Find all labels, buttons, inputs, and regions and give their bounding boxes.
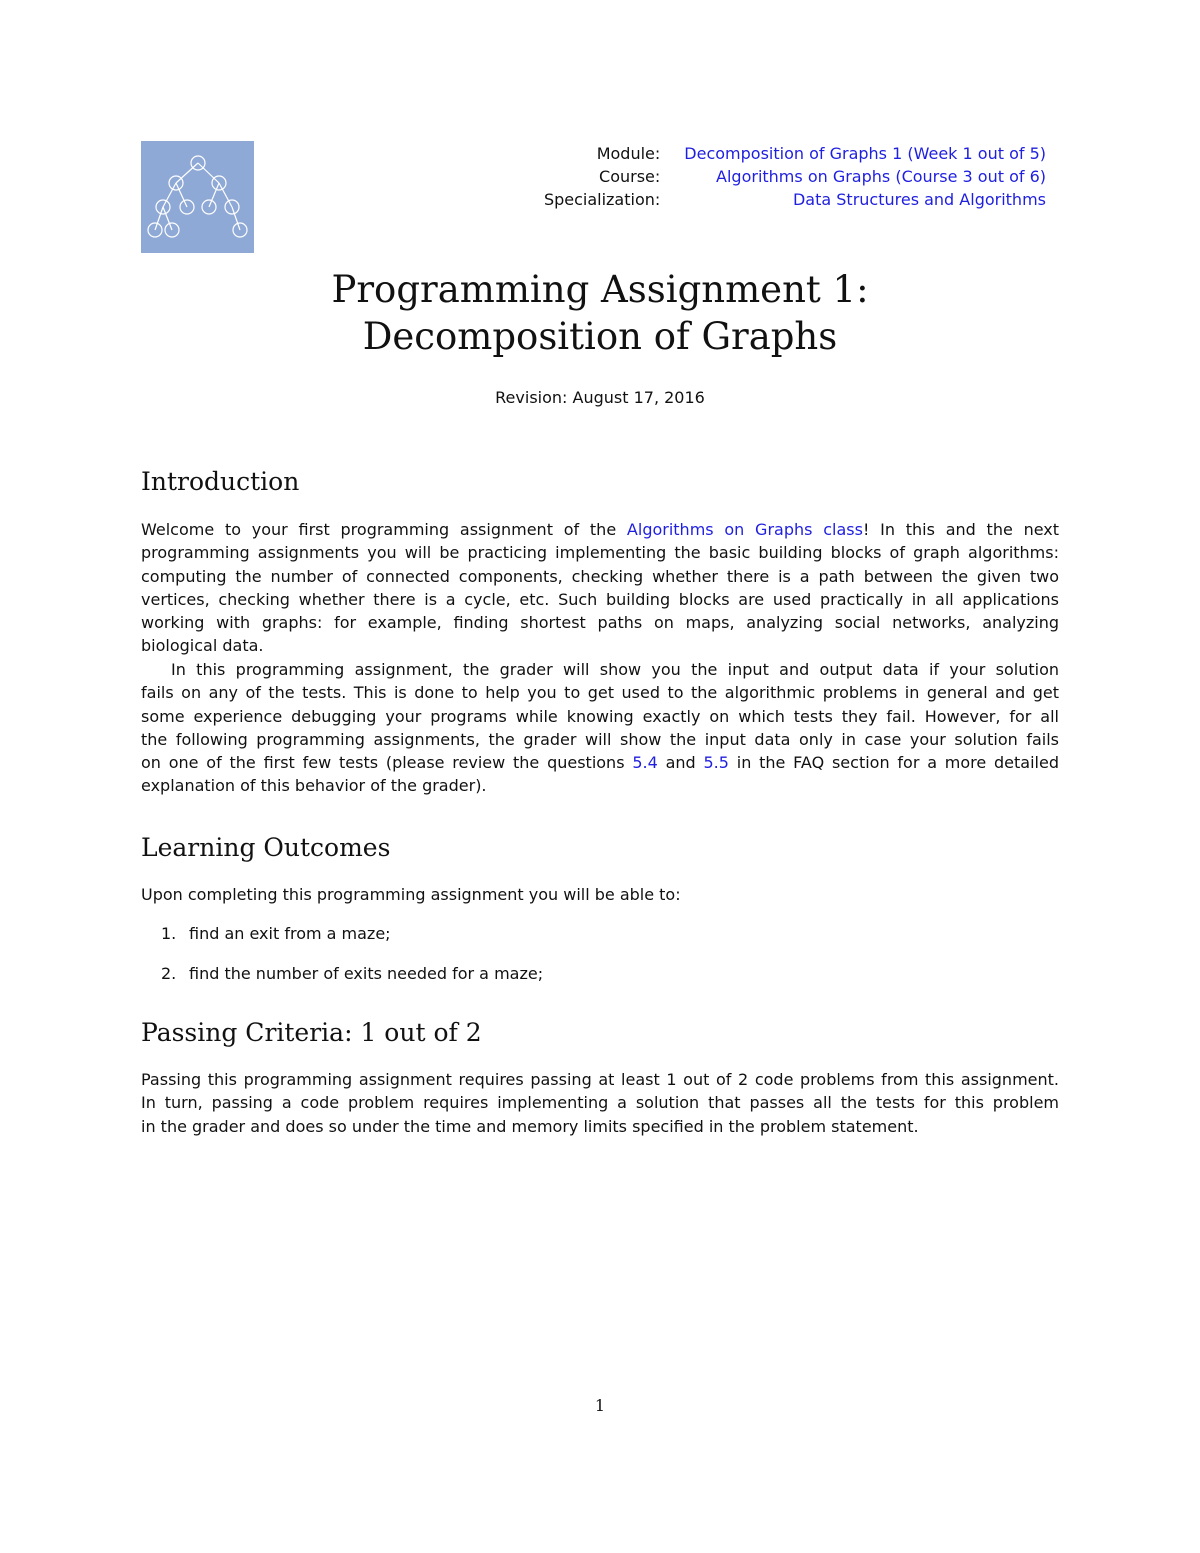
module-link[interactable]: Decomposition of Graphs 1 (Week 1 out of 5) [684, 144, 1046, 163]
text-line: In turn, passing a code problem requires implementing a solution that passes all the tests for this problem [141, 1093, 1059, 1113]
list-item [141, 962, 543, 1002]
revision-date: Revision: August 17, 2016 [495, 388, 705, 407]
title-line-1: Programming Assignment 1: [331, 268, 869, 311]
text-span: in the FAQ section for a more detailed [728, 753, 1059, 773]
list-number: 1. [161, 924, 177, 943]
introduction-paragraph-2 [141, 658, 1059, 798]
text-line: some experience debugging your programs while knowing exactly on which tests they fail. However, for all [141, 706, 1059, 726]
title-line-2: Decomposition of Graphs [362, 315, 838, 358]
text-line: working with graphs: for example, finding shortest paths on maps, analyzing social networks, analyzing [141, 613, 1059, 633]
course-link[interactable]: Algorithms on Graphs (Course 3 out of 6) [716, 167, 1046, 186]
text-span: Welcome to your first programming assignment of the [141, 520, 627, 539]
text-line: vertices, checking whether there is a cycle, etc. Such building blocks are used practically in all applications [141, 589, 1059, 609]
text-line: fails on any of the tests. This is done to help you to get used to the algorithmic problems in general and get [141, 683, 1059, 703]
text-line: Upon completing this programming assignment you will be able to: [141, 885, 681, 904]
specialization-row [544, 188, 1046, 211]
list-number: 2. [161, 964, 177, 983]
faq-ref-5-4[interactable]: 5.4 [632, 753, 658, 773]
passing-criteria-paragraph [141, 1068, 1059, 1138]
page-number: 1 [594, 1396, 606, 1415]
introduction-heading: Introduction [141, 467, 300, 496]
list-text: find the number of exits needed for a maze; [189, 964, 544, 983]
text-line: programming assignments you will be practicing implementing the basic building blocks of graph algorithms: [141, 543, 1059, 563]
text-line: the following programming assignments, the grader will show the input data only in case your solution fails [141, 729, 1059, 749]
text-line: computing the number of connected components, checking whether there is a path between the given two [141, 566, 1059, 586]
text-line: In this programming assignment, the grader will show you the input and output data if your solution [171, 660, 1059, 679]
specialization-key: Specialization: [543, 190, 661, 209]
list-text: find an exit from a maze; [189, 924, 391, 943]
specialization-link[interactable]: Data Structures and Algorithms [792, 190, 1046, 209]
course-key: Course: [599, 167, 661, 186]
text-span: ! In this and the next [862, 520, 1060, 539]
text-line: in the grader and does so under the time and memory limits specified in the problem statement. [141, 1116, 919, 1136]
faq-ref-5-5[interactable]: 5.5 [703, 753, 729, 773]
course-row [544, 165, 1046, 188]
course-logo [141, 141, 254, 253]
introduction-paragraph-1 [141, 518, 1059, 658]
module-key: Module: [596, 144, 661, 163]
text-line [141, 751, 1059, 774]
text-line: Passing this programming assignment requires passing at least 1 out of 2 code problems from this assignment. [141, 1070, 1059, 1089]
learning-outcomes-heading: Learning Outcomes [141, 833, 391, 862]
outcomes-lead [141, 883, 1059, 906]
list-item [141, 922, 543, 962]
page-title [0, 266, 1200, 360]
text-line: biological data. [141, 636, 264, 656]
passing-criteria-heading: Passing Criteria: 1 out of 2 [141, 1018, 482, 1047]
course-info [544, 142, 1046, 211]
text-span: on one of the first few tests (please review the questions [141, 753, 633, 773]
outcomes-list [141, 922, 543, 1002]
text-line: explanation of this behavior of the grader). [141, 776, 487, 796]
module-row [544, 142, 1046, 165]
class-link[interactable]: Algorithms on Graphs class [626, 520, 863, 539]
text-line [141, 518, 1059, 541]
text-span: and [657, 753, 704, 773]
